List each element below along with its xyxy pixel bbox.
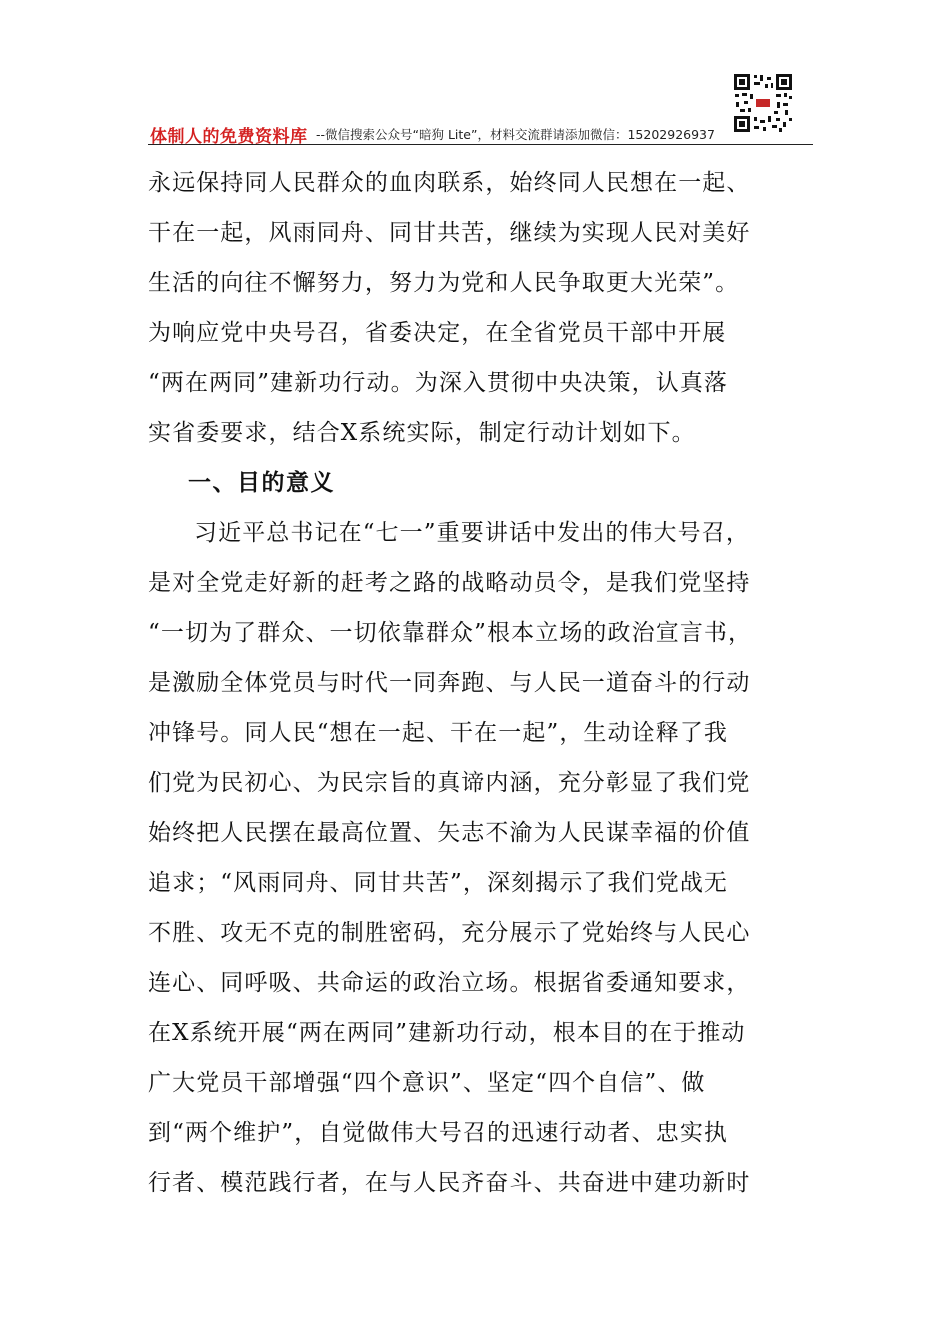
section-line: 是对全党走好新的赶考之路的战略动员令，是我们党坚持 xyxy=(148,570,751,596)
qr-code-icon xyxy=(732,72,794,134)
header-brand: 体制人的免费资料库 xyxy=(150,127,308,147)
body-line: 干在一起，风雨同舟、同甘共苦，继续为实现人民对美好 xyxy=(148,220,751,246)
section-line: 不胜、攻无不克的制胜密码，充分展示了党始终与人民心 xyxy=(148,920,751,946)
section-line: 在X系统开展“两在两同”建新功行动，根本目的在于推动 xyxy=(148,1020,746,1046)
header-divider xyxy=(148,144,813,145)
section-line: 习近平总书记在“七一”重要讲话中发出的伟大号召， xyxy=(194,520,750,546)
page-header xyxy=(148,72,813,146)
section-line: 是激励全体党员与时代一同奔跑、与人民一道奋斗的行动 xyxy=(148,670,751,696)
section-line: 连心、同呼吸、共命运的政治立场。根据省委通知要求， xyxy=(148,970,751,996)
section-line: 行者、模范践行者，在与人民齐奋斗、共奋进中建功新时 xyxy=(148,1170,751,1196)
section-line: 们党为民初心、为民宗旨的真谛内涵，充分彰显了我们党 xyxy=(148,770,751,796)
body-line: 永远保持同人民群众的血肉联系，始终同人民想在一起、 xyxy=(148,170,751,196)
body-line: 为响应党中央号召，省委决定，在全省党员干部中开展 xyxy=(148,320,727,346)
section-line: “一切为了群众、一切依靠群众”根本立场的政治宣言书， xyxy=(148,620,753,646)
section-heading: 一、目的意义 xyxy=(188,470,335,496)
section-line: 冲锋号。同人民“想在一起、干在一起”，生动诠释了我 xyxy=(148,720,729,746)
section-line: 广大党员干部增强“四个意识”、坚定“四个自信”、做 xyxy=(148,1070,706,1096)
section-line: 追求；“风雨同舟、同甘共苦”，深刻揭示了我们党战无 xyxy=(148,870,729,896)
body-line: “两在两同”建新功行动。为深入贯彻中央决策，认真落 xyxy=(148,370,729,396)
header-note: --微信搜索公众号“暗狗 Lite”，材料交流群请添加微信：15202926937 xyxy=(316,127,715,142)
section-line: 始终把人民摆在最高位置、矢志不渝为人民谋幸福的价值 xyxy=(148,820,751,846)
body-line: 实省委要求，结合X系统实际，制定行动计划如下。 xyxy=(148,420,696,446)
body-line: 生活的向往不懈努力，努力为党和人民争取更大光荣”。 xyxy=(148,270,740,296)
section-line: 到“两个维护”，自觉做伟大号召的迅速行动者、忠实执 xyxy=(148,1120,729,1146)
document-body xyxy=(148,158,788,1208)
